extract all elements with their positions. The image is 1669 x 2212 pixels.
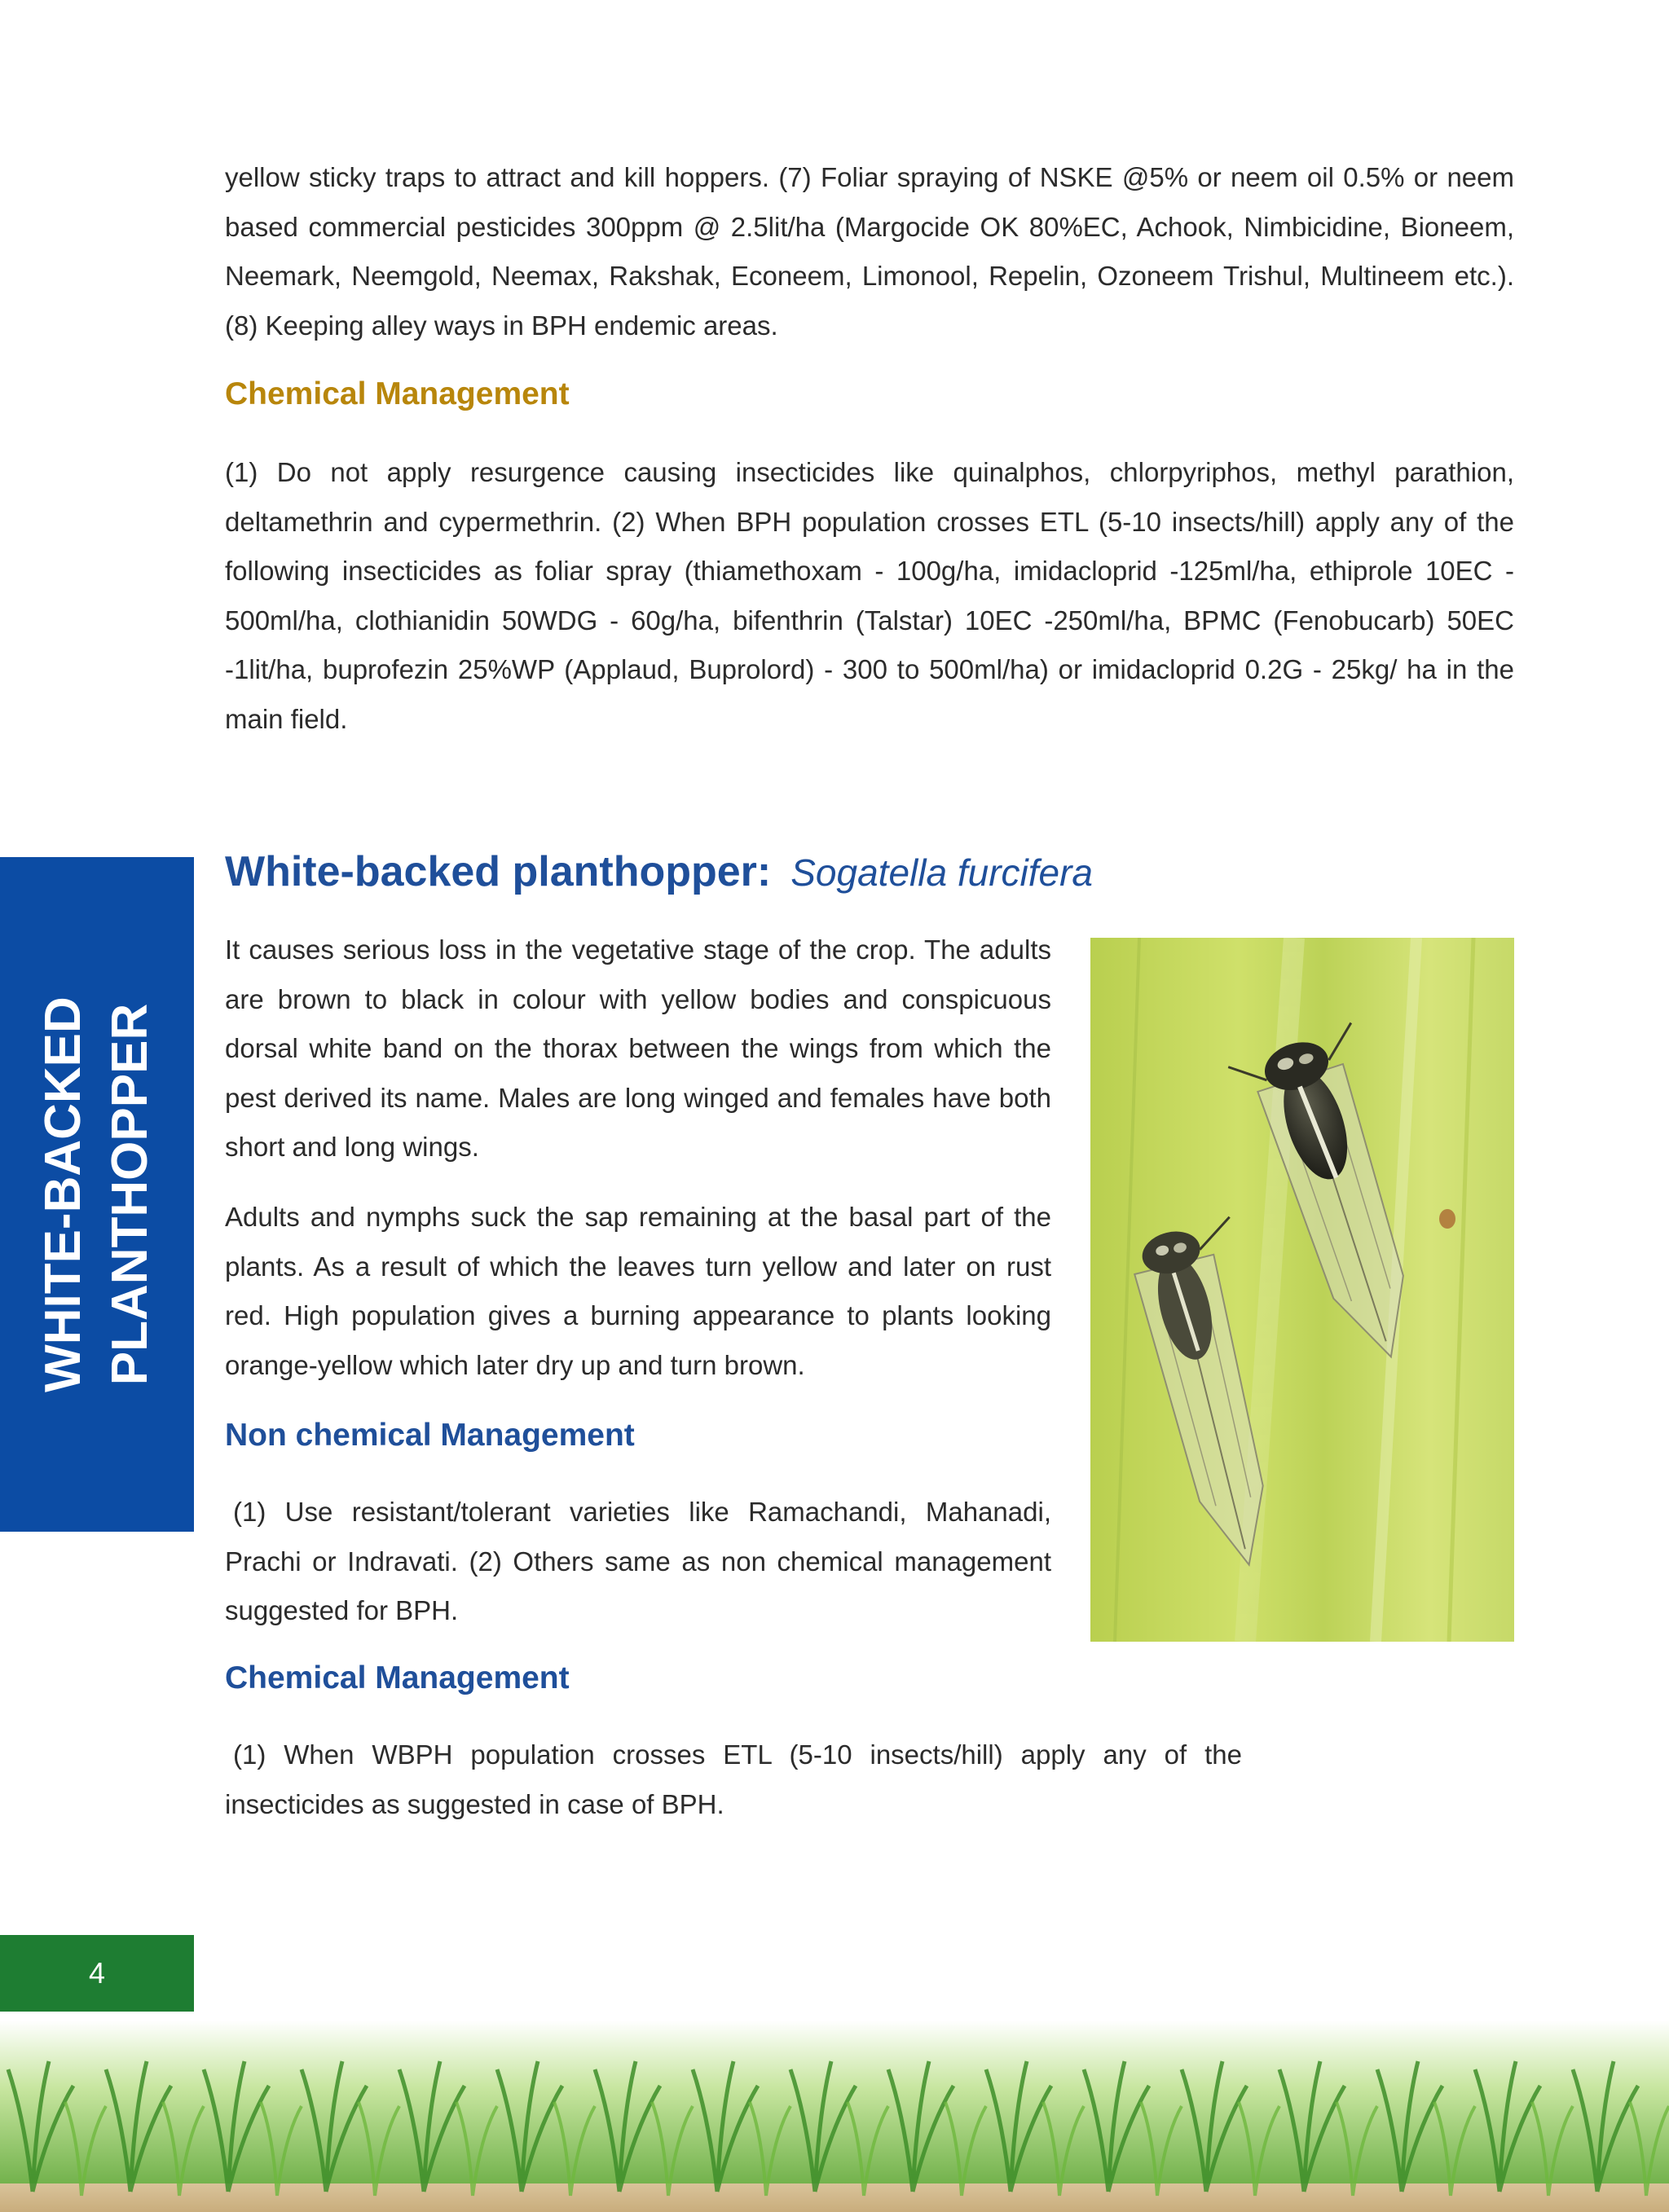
page-number [0, 1935, 194, 2012]
wbph-chemical-paragraph: (1) When WBPH population crosses ETL (5-10 insects/hill) apply any of the insecticides as suggested in case of BPH. [225, 1739, 1242, 1819]
section-title [225, 847, 1093, 896]
section-title-common: White-backed planthopper: [225, 848, 772, 895]
section-side-tab-label [30, 996, 164, 1392]
side-tab-line-1: WHITE-BACKED [35, 996, 91, 1392]
wbph-nonchemical-heading: Non chemical Management [225, 1418, 635, 1453]
side-tab-line-2: PLANTHOPPER [102, 1003, 158, 1386]
rice-field-decoration [0, 2021, 1669, 2212]
intro-paragraph: yellow sticky traps to attract and kill hoppers. (7) Foliar spraying of NSKE @5% or neem oil 0.5% or neem based commercial pesticides 300ppm @ 2.5lit/ha (Margocide OK 80%EC, Achook, Nimbicidine, Bioneem, Neemark, Neemgold, Neemax, Rakshak, Econeem, Limonool, Repelin, Ozoneem Trishul, Multineem etc.). (8) Keeping alley ways in BPH endemic areas. [225, 162, 1514, 341]
bph-chemical-paragraph: (1) Do not apply resurgence causing insecticides like quinalphos, chlorpyriphos, methyl parathion, deltamethrin and cypermethrin. (2) When BPH population crosses ETL (5-10 insects/hill) apply any of the following insecticides as foliar spray (thiamethoxam - 100g/ha, imidacloprid -125ml/ha, ethiprole 10EC - 500ml/ha, clothianidin 50WDG - 60g/ha, bifenthrin (Talstar) 10EC -250ml/ha, BPMC (Fenobucarb) 50EC -1lit/ha, buprofezin 25%WP (Applaud, Buprolord) - 300 to 500ml/ha) or imidacloprid 0.2G - 25kg/ ha in the main field. [225, 457, 1514, 734]
section-side-tab [0, 857, 194, 1532]
wbph-nonchemical-paragraph: (1) Use resistant/tolerant varieties like Ramachandi, Mahanadi, Prachi or Indravati. (2) Others same as non chemical management suggested for BPH. [225, 1497, 1051, 1625]
section-title-scientific: Sogatella furcifera [790, 851, 1094, 894]
wbph-damage-paragraph: Adults and nymphs suck the sap remaining at the basal part of the plants. As a result of which the leaves turn yellow and later on rust red. High population gives a burning appearance to plants looking orange-yellow which later dry up and turn brown. [225, 1202, 1051, 1380]
wbph-description-paragraph: It causes serious loss in the vegetative stage of the crop. The adults are brown to black in colour with yellow bodies and conspicuous dorsal white band on the thorax between the wings from which the pest derived its name. Males are long winged and females have both short and long wings. [225, 934, 1051, 1162]
page-number-text: 4 [88, 1956, 106, 1990]
bph-chemical-heading: Chemical Management [225, 376, 570, 411]
wbph-chemical-heading: Chemical Management [225, 1660, 570, 1695]
planthopper-photo [1090, 938, 1514, 1642]
